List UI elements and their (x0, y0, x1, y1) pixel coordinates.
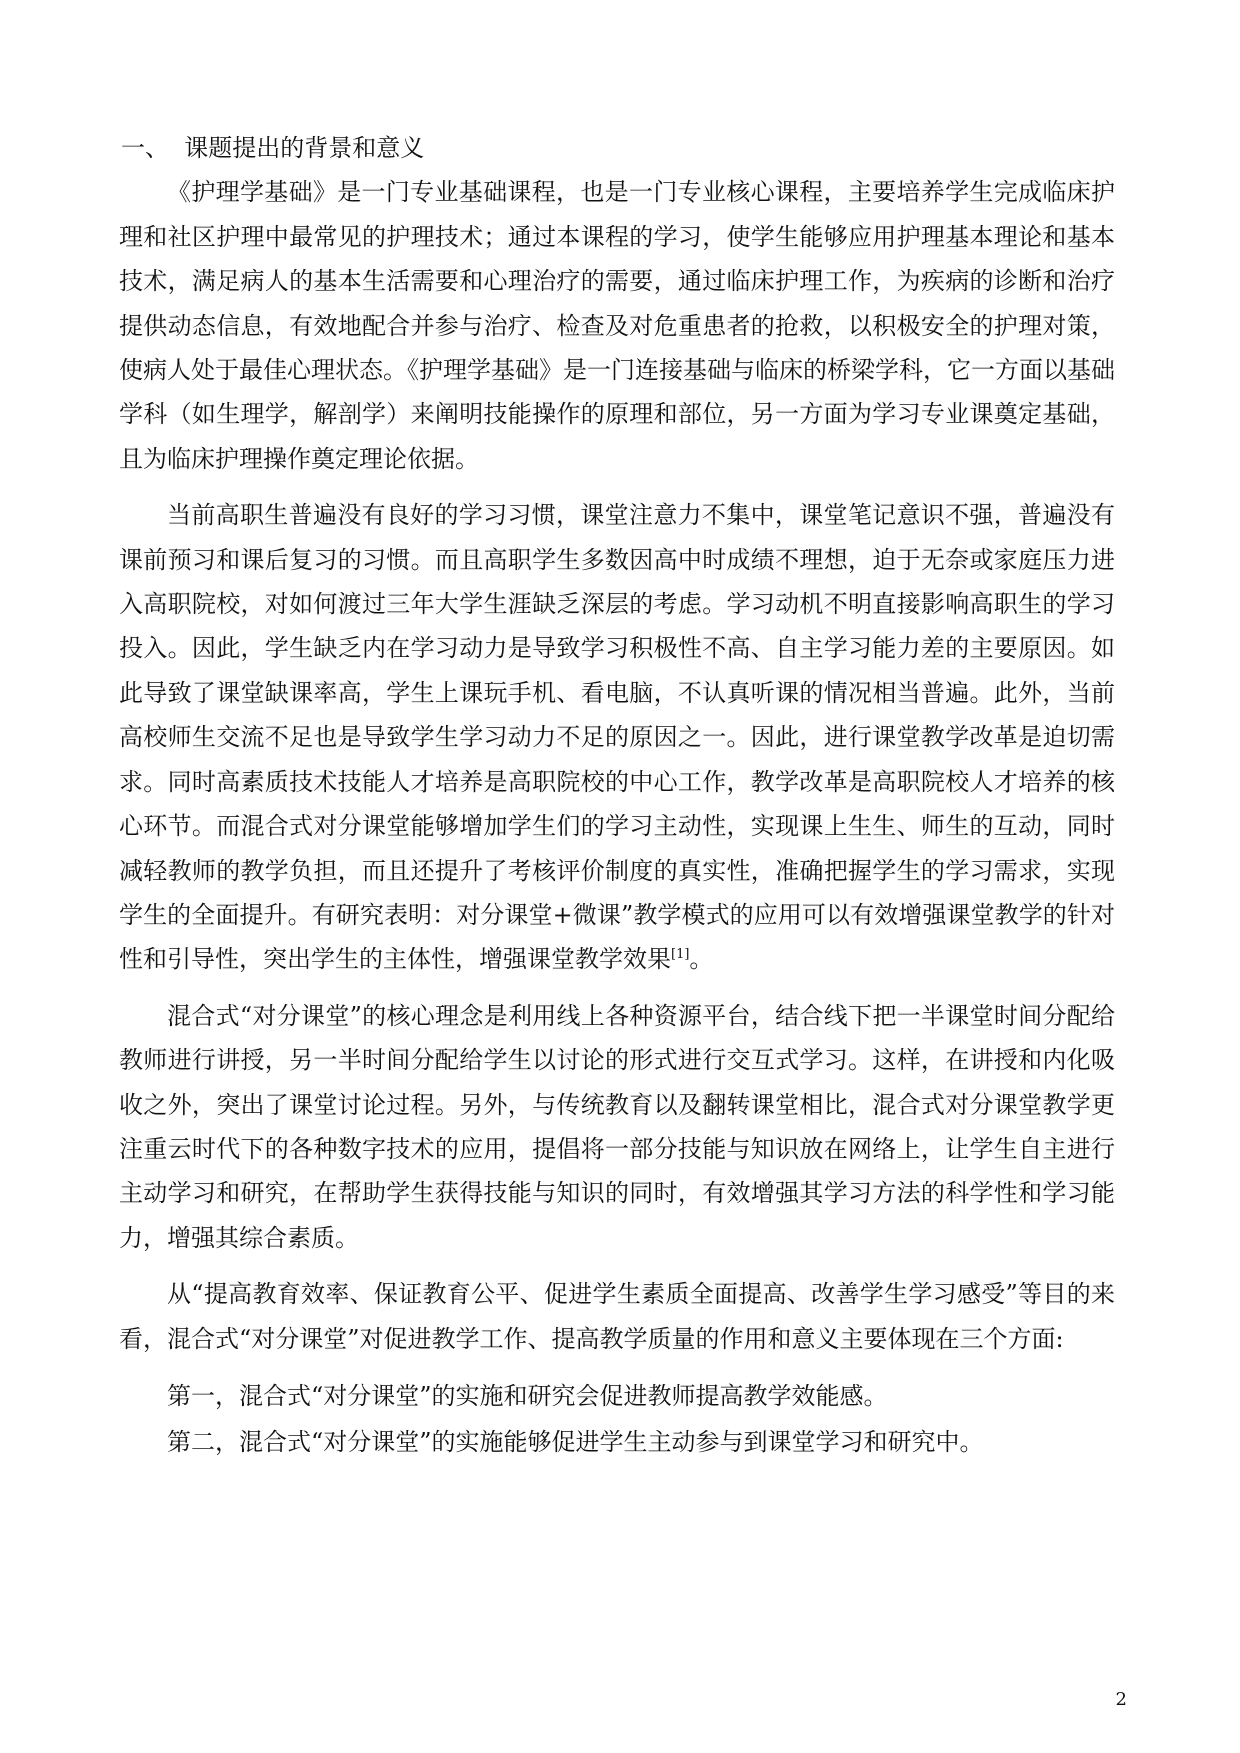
paragraph-significance: 从“提高教育效率、保证教育公平、促进学生素质全面提高、改善学生学习感受”等目的来看，混合式“对分课堂”对促进教学工作、提高教学质量的作用和意义主要体现在三个方面: (119, 1280, 1115, 1353)
section-heading: 一、 课题提出的背景和意义 (121, 134, 425, 162)
paragraph-course-intro: 《护理学基础》是一门专业基础课程，也是一门专业核心课程，主要培养学生完成临床护理和社区护理中最常见的护理技术；通过本课程的学习，使学生能够应用护理基本理论和基本技术，满足病人的基本生活需要和心理治疗的需要，通过临床护理工作，为疾病的诊断和治疗提供动态信息，有效地配合并参与治疗、检查及对危重患者的抢救，以积极安全的护理对策，使病人处于最佳心理状态。《护理学基础》是一门连接基础与临床的桥梁学科，它一方面以基础学科（如生理学，解剖学）来阐明技能操作的原理和部位，另一方面为学习专业课奠定基础，且为临床护理操作奠定理论依据。 (119, 178, 1115, 473)
paragraph-core-concept: 混合式“对分课堂”的核心理念是利用线上各种资源平台，结合线下把一半课堂时间分配给教师进行讲授，另一半时间分配给学生以讨论的形式进行交互式学习。这样，在讲授和内化吸收之外，突出了课堂讨论过程。另外，与传统教育以及翻转课堂相比，混合式对分课堂教学更注重云时代下的各种数字技术的应用，提倡将一部分技能与知识放在网络上，让学生自主进行主动学习和研究，在帮助学生获得技能与知识的同时，有效增强其学习方法的科学性和学习能力，增强其综合素质。 (119, 1001, 1115, 1252)
paragraph-student-situation (119, 493, 1115, 981)
list-item-second: 第二，混合式“对分课堂”的实施能够促进学生主动参与到课堂学习和研究中。 (167, 1427, 984, 1456)
list-item-first: 第一，混合式“对分课堂”的实施和研究会促进教师提高教学效能感。 (167, 1381, 888, 1410)
page-content (119, 126, 1115, 1465)
citation-marker: [1] (671, 947, 690, 963)
paragraph-student-situation-text: 当前高职生普遍没有良好的学习习惯，课堂注意力不集中，课堂笔记意识不强，普遍没有课前预习和课后复习的习惯。而且高职学生多数因高中时成绩不理想，迫于无奈或家庭压力进入高职院校，对如何渡过三年大学生涯缺乏深层的考虑。学习动机不明直接影响高职生的学习投入。因此，学生缺乏内在学习动力是导致学习积极性不高、自主学习能力差的主要原因。如此导致了课堂缺课率高，学生上课玩手机、看电脑，不认真听课的情况相当普遍。此外，当前高校师生交流不足也是导致学生学习动力不足的原因之一。因此，进行课堂教学改革是迫切需求。同时高素质技术技能人才培养是高职院校的中心工作，教学改革是高职院校人才培养的核心环节。而混合式对分课堂能够增加学生们的学习主动性，实现课上生生、师生的互动，同时减轻教师的教学负担，而且还提升了考核评价制度的真实性，准确把握学生的学习需求，实现学生的全面提升。有研究表明：对分课堂+微课”教学模式的应用可以有效增强课堂教学的针对性和引导性，突出学生的主体性，增强课堂教学效果 (119, 501, 1115, 974)
paragraph-student-situation-end: 。 (689, 945, 714, 974)
page-number: 2 (1115, 1689, 1127, 1710)
